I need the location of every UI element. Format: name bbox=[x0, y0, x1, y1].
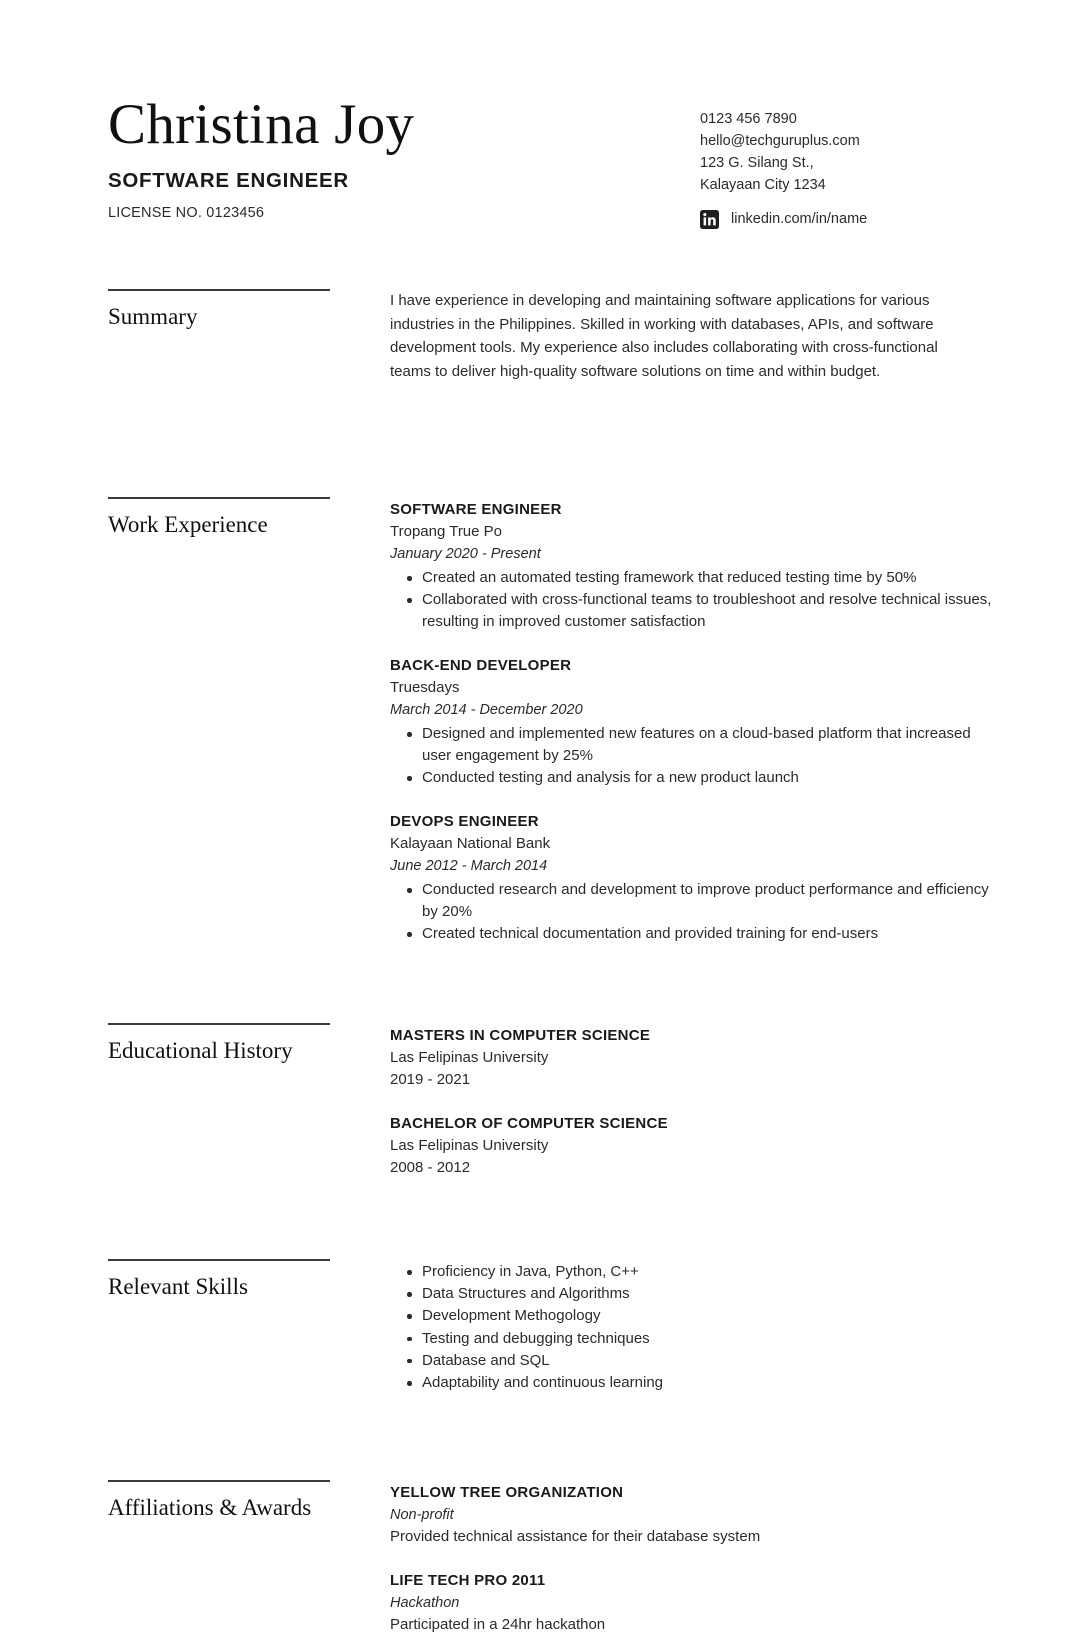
list-item: Adaptability and continuous learning bbox=[390, 1372, 1000, 1394]
section-summary-heading bbox=[108, 275, 390, 331]
award-kind: Hackathon bbox=[390, 1595, 460, 1612]
award-kind: Non-profit bbox=[390, 1507, 454, 1524]
list-item: Testing and debugging techniques bbox=[390, 1328, 1000, 1350]
section-education-content bbox=[390, 1009, 1000, 1179]
resume-body bbox=[0, 275, 1086, 1636]
section-skills bbox=[108, 1245, 1000, 1394]
section-title: Educational History bbox=[108, 1038, 293, 1063]
section-divider bbox=[108, 1023, 330, 1025]
section-work-experience bbox=[108, 483, 1000, 945]
work-entry bbox=[390, 811, 1000, 945]
contact-block bbox=[700, 96, 1000, 229]
resume-header bbox=[0, 0, 1086, 229]
list-item: Collaborated with cross-functional teams to troubleshoot and resolve technical issues, resulting in improved customer satisfaction bbox=[390, 589, 1000, 633]
list-item: Created an automated testing framework that reduced testing time by 50% bbox=[390, 567, 1000, 589]
work-entry bbox=[390, 655, 1000, 789]
work-entry-bullets bbox=[390, 879, 1000, 945]
contact-address-line-2: Kalayaan City 1234 bbox=[700, 177, 826, 193]
section-divider bbox=[108, 1259, 330, 1261]
section-summary bbox=[108, 275, 1000, 383]
award-organization: LIFE TECH PRO 2011 bbox=[390, 1572, 546, 1590]
license-number: LICENSE NO. 0123456 bbox=[108, 205, 265, 221]
education-school: Las Felipinas University bbox=[390, 1049, 549, 1066]
work-entry-bullets bbox=[390, 567, 1000, 633]
education-entry bbox=[390, 1025, 1000, 1091]
education-dates: 2019 - 2021 bbox=[390, 1071, 471, 1088]
list-item: Data Structures and Algorithms bbox=[390, 1283, 1000, 1305]
education-entry bbox=[390, 1113, 1000, 1179]
skills-list bbox=[390, 1261, 1000, 1394]
award-description: Provided technical assistance for their database system bbox=[390, 1528, 761, 1546]
work-entry-title: SOFTWARE ENGINEER bbox=[390, 501, 562, 518]
list-item: Database and SQL bbox=[390, 1350, 1000, 1372]
section-divider bbox=[108, 497, 330, 499]
page-title: Christina Joy bbox=[108, 93, 415, 156]
work-entry-bullets bbox=[390, 723, 1000, 789]
list-item: Development Methogology bbox=[390, 1305, 1000, 1327]
linkedin-url: linkedin.com/in/name bbox=[731, 211, 868, 227]
section-title: Work Experience bbox=[108, 512, 268, 537]
work-entry-company: Tropang True Po bbox=[390, 523, 503, 540]
section-title: Affiliations & Awards bbox=[108, 1495, 312, 1521]
education-school: Las Felipinas University bbox=[390, 1137, 549, 1154]
summary-paragraph: I have experience in developing and maintaining software applications for various industries in the Philippines. Skilled in working with databases, APIs, and software development tools. My experience also includes collaborating with cross-functional teams to deliver high-quality software solutions on time and within budget. bbox=[390, 292, 938, 380]
education-degree: BACHELOR OF COMPUTER SCIENCE bbox=[390, 1115, 668, 1132]
contact-linkedin[interactable] bbox=[700, 210, 1000, 229]
contact-email: hello@techguruplus.com bbox=[700, 133, 860, 149]
work-entry bbox=[390, 499, 1000, 633]
section-divider bbox=[108, 1480, 330, 1482]
education-degree: MASTERS IN COMPUTER SCIENCE bbox=[390, 1027, 651, 1044]
contact-address-line-1: 123 G. Silang St., bbox=[700, 155, 814, 171]
work-entry-title: DEVOPS ENGINEER bbox=[390, 813, 539, 830]
section-affiliations-awards bbox=[108, 1466, 1000, 1636]
section-work-content bbox=[390, 483, 1000, 945]
list-item: Created technical documentation and provided training for end-users bbox=[390, 923, 1000, 945]
work-entry-dates: January 2020 - Present bbox=[390, 546, 541, 562]
list-item: Designed and implemented new features on a cloud-based platform that increased user engagement by 25% bbox=[390, 723, 1000, 767]
contact-phone: 0123 456 7890 bbox=[700, 111, 797, 127]
section-title: Summary bbox=[108, 304, 198, 329]
header-identity bbox=[108, 93, 668, 221]
section-awards-content bbox=[390, 1466, 1000, 1636]
award-description: Participated in a 24hr hackathon bbox=[390, 1616, 606, 1634]
section-title: Relevant Skills bbox=[108, 1274, 248, 1299]
section-education bbox=[108, 1009, 1000, 1179]
linkedin-icon bbox=[700, 210, 719, 229]
section-divider bbox=[108, 289, 330, 291]
section-summary-content bbox=[390, 275, 1000, 383]
work-entry-title: BACK-END DEVELOPER bbox=[390, 657, 572, 674]
work-entry-dates: June 2012 - March 2014 bbox=[390, 858, 548, 874]
section-awards-heading bbox=[108, 1466, 390, 1522]
section-skills-content bbox=[390, 1245, 1000, 1394]
list-item: Proficiency in Java, Python, C++ bbox=[390, 1261, 1000, 1283]
list-item: Conducted testing and analysis for a new product launch bbox=[390, 767, 1000, 789]
list-item: Conducted research and development to improve product performance and efficiency by 20% bbox=[390, 879, 1000, 923]
job-title: SOFTWARE ENGINEER bbox=[108, 169, 349, 192]
award-organization: YELLOW TREE ORGANIZATION bbox=[390, 1484, 624, 1502]
work-entry-company: Truesdays bbox=[390, 679, 460, 696]
education-dates: 2008 - 2012 bbox=[390, 1159, 471, 1176]
section-skills-heading bbox=[108, 1245, 390, 1301]
award-entry bbox=[390, 1482, 1000, 1548]
section-work-heading bbox=[108, 483, 390, 539]
work-entry-dates: March 2014 - December 2020 bbox=[390, 702, 583, 718]
section-education-heading bbox=[108, 1009, 390, 1065]
award-entry bbox=[390, 1570, 1000, 1636]
work-entry-company: Kalayaan National Bank bbox=[390, 835, 551, 852]
